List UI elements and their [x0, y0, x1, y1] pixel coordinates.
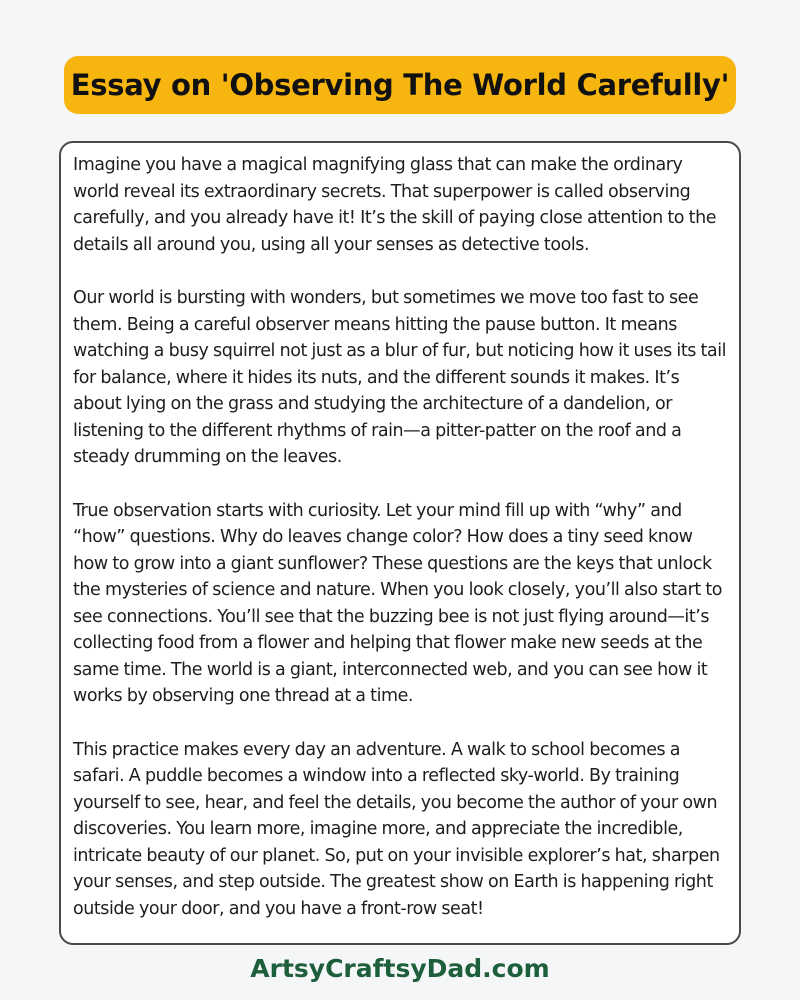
title-badge — [64, 56, 736, 114]
essay-paragraph-3: True observation starts with curiosity. Let your mind fill up with “why” and “how” questions. Why do leaves change color? How does a tiny seed know how to grow into a giant sunflower? These questions are the keys that unlock the mysteries of science and nature. When you look closely, you’ll also start to see connections. You’ll see that the buzzing bee is not just flying around—it’s collecting food from a flower and helping that flower make new seeds at the same time. The world is a giant, interconnected web, and you can see how it works by observing one thread at a time. — [73, 500, 723, 706]
page-title: Essay on 'Observing The World Carefully' — [70, 68, 730, 102]
essay-paragraph-1: Imagine you have a magical magnifying glass that can make the ordinary world reveal its extraordinary secrets. That superpower is called observing carefully, and you already have it! It’s the skill of paying close attention to the details all around you, using all your senses as detective tools. — [73, 155, 717, 255]
footer-brand: ArtsyCraftsyDad.com — [250, 954, 550, 983]
essay-paragraph-4: This practice makes every day an adventure. A walk to school becomes a safari. A puddle becomes a window into a reflected sky-world. By training yourself to see, hear, and feel the details, you become the author of your own discoveries. You learn more, imagine more, and appreciate the incredible, intricate beauty of our planet. So, put on your invisible explorer’s hat, sharpen your senses, and step outside. The greatest show on Earth is happening right outside your door, and you have a front-row seat! — [73, 739, 720, 919]
essay-paragraph-2: Our world is bursting with wonders, but sometimes we move too fast to see them. Being a careful observer means hitting the pause button. It means watching a busy squirrel not just as a blur of fur, but noticing how it uses its tail for balance, where it hides its nuts, and the different sounds it makes. It’s about lying on the grass and studying the architecture of a dandelion, or listening to the different rhythms of rain—a pitter-patter on the roof and a steady drumming on the leaves. — [73, 288, 727, 467]
essay-card — [59, 141, 741, 945]
